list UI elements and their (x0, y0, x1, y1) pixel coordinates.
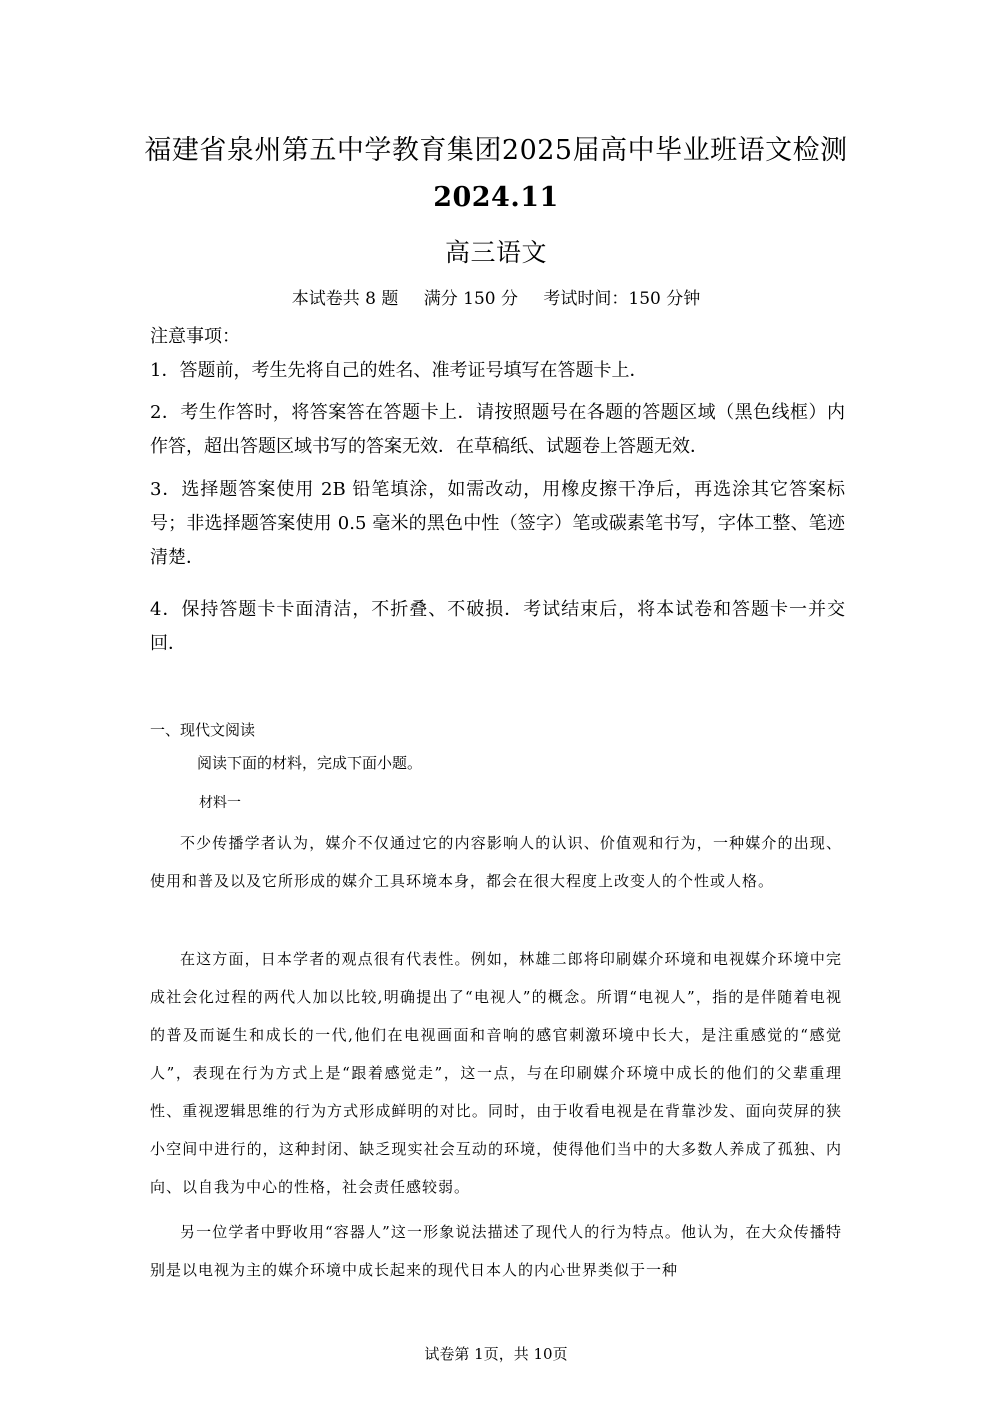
section-instruction: 阅读下面的材料，完成下面小题。 (197, 754, 423, 772)
notice-item-1: 1．答题前，考生先将自己的姓名、准考证号填写在答题卡上． (150, 360, 648, 381)
question-count: 本试卷共 8 题 (291, 289, 399, 309)
section-heading: 一、现代文阅读 (150, 721, 256, 739)
notice-item-3: 3．选择题答案使用 2B 铅笔填涂，如需改动，用橡皮擦干净后，再选涂其它答案标号；非选择题答案使用 0.5 毫米的黑色中性（签字）笔或碳素笔书写，字体工整、笔迹清楚． (150, 479, 845, 568)
exam-date: 2024.11 (433, 182, 559, 213)
notice-heading: 注意事项： (150, 326, 240, 347)
full-score: 满分 150 分 (423, 289, 519, 309)
material-paragraph-2: 在这方面，日本学者的观点很有代表性。例如，林雄二郎将印刷媒介环境和电视媒介环境中完成社会化过程的两代人加以比较,明确提出了“电视人”的概念。所谓“电视人”，指的是伴随着电视的普及而诞生和成长的一代,他们在电视画面和音响的感官刺激环境中长大，是注重感觉的“感觉人”，表现在行为方式上是“跟着感觉走”，这一点，与在印刷媒介环境中成长的他们的父辈重理性、重视逻辑思维的行为方式形成鲜明的对比。同时，由于收看电视是在背靠沙发、面向荧屏的狭小空间中进行的，这种封闭、缺乏现实社会互动的环境，使得他们当中的大多数人养成了孤独、内向、以自我为中心的性格，社会责任感较弱。 (150, 950, 842, 1196)
page-footer: 试卷第 1页，共 10页 (424, 1345, 568, 1363)
material-paragraph-3: 另一位学者中野收用“容器人”这一形象说法描述了现代人的行为特点。他认为，在大众传播特别是以电视为主的媒介环境中成长起来的现代日本人的内心世界类似于一种 (150, 1223, 842, 1279)
notice-item-2: 2．考生作答时，将答案答在答题卡上．请按照题号在各题的答题区域（黑色线框）内作答，超出答题区域书写的答案无效．在草稿纸、试题卷上答题无效． (150, 402, 845, 457)
material-paragraph-1: 不少传播学者认为，媒介不仅通过它的内容影响人的认识、价值观和行为，一种媒介的出现、使用和普及以及它所形成的媒介工具环境本身，都会在很大程度上改变人的个性或人格。 (150, 834, 842, 890)
exam-info-line (0, 284, 992, 309)
material-label: 材料一 (199, 795, 241, 811)
exam-time: 考试时间：150 分钟 (543, 289, 701, 309)
notice-item-4: 4．保持答题卡卡面清洁，不折叠、不破损．考试结束后，将本试卷和答题卡一并交回． (150, 599, 845, 654)
exam-subject: 高三语文 (444, 238, 547, 267)
exam-title: 福建省泉州第五中学教育集团2025届高中毕业班语文检测 (144, 135, 848, 166)
